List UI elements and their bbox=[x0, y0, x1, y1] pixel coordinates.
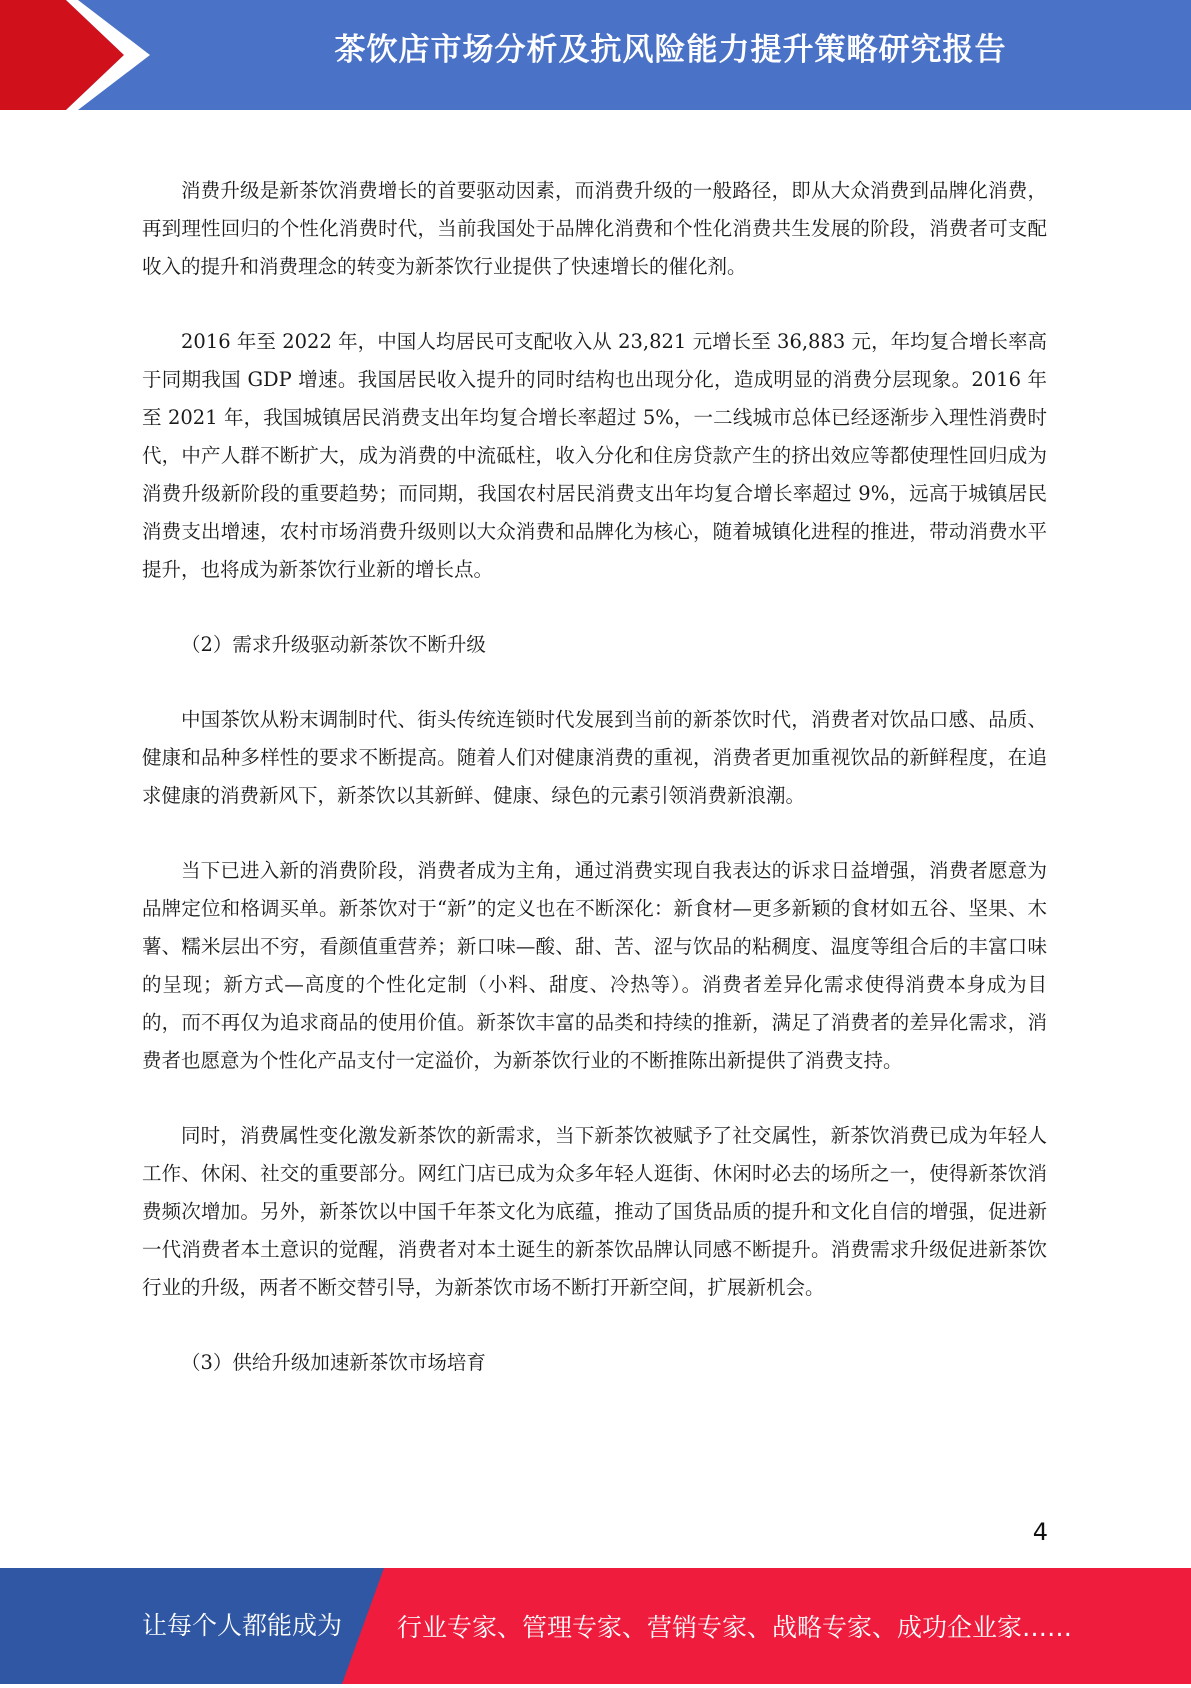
footer-banner bbox=[0, 1568, 1191, 1684]
paragraph: 当下已进入新的消费阶段，消费者成为主角，通过消费实现自我表达的诉求日益增强，消费者愿意为品牌定位和格调买单。新茶饮对于“新”的定义也在不断深化：新食材—更多新颖的食材如五谷、坚果、木薯、糯米层出不穷，看颜值重营养；新口味—酸、甜、苦、涩与饮品的粘稠度、温度等组合后的丰富口味的呈现；新方式—高度的个性化定制（小料、甜度、冷热等）。消费者差异化需求使得消费本身成为目的，而不再仅为追求商品的使用价值。新茶饮丰富的品类和持续的推新，满足了消费者的差异化需求，消费者也愿意为个性化产品支付一定溢价，为新茶饮行业的不断推陈出新提供了消费支持。 bbox=[142, 859, 1047, 1072]
paragraph: 同时，消费属性变化激发新茶饮的新需求，当下新茶饮被赋予了社交属性，新茶饮消费已成为年轻人工作、休闲、社交的重要部分。网红门店已成为众多年轻人逛街、休闲时必去的场所之一，使得新茶饮消费频次增加。另外，新茶饮以中国千年茶文化为底蕴，推动了国货品质的提升和文化自信的增强，促进新一代消费者本土意识的觉醒，消费者对本土诞生的新茶饮品牌认同感不断提升。消费需求升级促进新茶饮行业的升级，两者不断交替引导，为新茶饮市场不断打开新空间，扩展新机会。 bbox=[142, 1124, 1047, 1299]
paragraph: 中国茶饮从粉末调制时代、街头传统连锁时代发展到当前的新茶饮时代，消费者对饮品口感、品质、健康和品种多样性的要求不断提高。随着人们对健康消费的重视，消费者更加重视饮品的新鲜程度，在追求健康的消费新风下，新茶饮以其新鲜、健康、绿色的元素引领消费新浪潮。 bbox=[142, 708, 1047, 807]
paragraph: 2016 年至 2022 年，中国人均居民可支配收入从 23,821 元增长至 36,883 元，年均复合增长率高于同期我国 GDP 增速。我国居民收入提升的同时结构也出现分化，造成明显的消费分层现象。2016 年至 2021 年，我国城镇居民消费支出年均复合增长率超过 5%，一二线城市总体已经逐渐步入理性消费时代，中产人群不断扩大，成为消费的中流砥柱，收入分化和住房贷款产生的挤出效应等都使理性回归成为消费升级新阶段的重要趋势；而同期，我国农村居民消费支出年均复合增长率超过 9%，远高于城镇居民消费支出增速，农村市场消费升级则以大众消费和品牌化为核心，随着城镇化进程的推进，带动消费水平提升，也将成为新茶饮行业新的增长点。 bbox=[142, 330, 1047, 581]
section-heading: （2）需求升级驱动新茶饮不断升级 bbox=[181, 633, 486, 656]
paragraph: 消费升级是新茶饮消费增长的首要驱动因素，而消费升级的一般路径，即从大众消费到品牌化消费，再到理性回归的个性化消费时代，当前我国处于品牌化消费和个性化消费共生发展的阶段，消费者可支配收入的提升和消费理念的转变为新茶饮行业提供了快速增长的催化剂。 bbox=[142, 179, 1047, 278]
chevron-arrow-icon bbox=[0, 0, 160, 110]
footer-slogan-left: 让每个人都能成为 bbox=[142, 1611, 343, 1640]
page-number: 4 bbox=[1032, 1518, 1048, 1546]
footer-slogan-right: 行业专家、管理专家、营销专家、战略专家、成功企业家…… bbox=[397, 1613, 1073, 1642]
header-banner bbox=[0, 0, 1191, 110]
section-heading: （3）供给升级加速新茶饮市场培育 bbox=[181, 1351, 486, 1374]
report-title: 茶饮店市场分析及抗风险能力提升策略研究报告 bbox=[334, 32, 1007, 68]
document-body bbox=[142, 172, 1047, 1382]
